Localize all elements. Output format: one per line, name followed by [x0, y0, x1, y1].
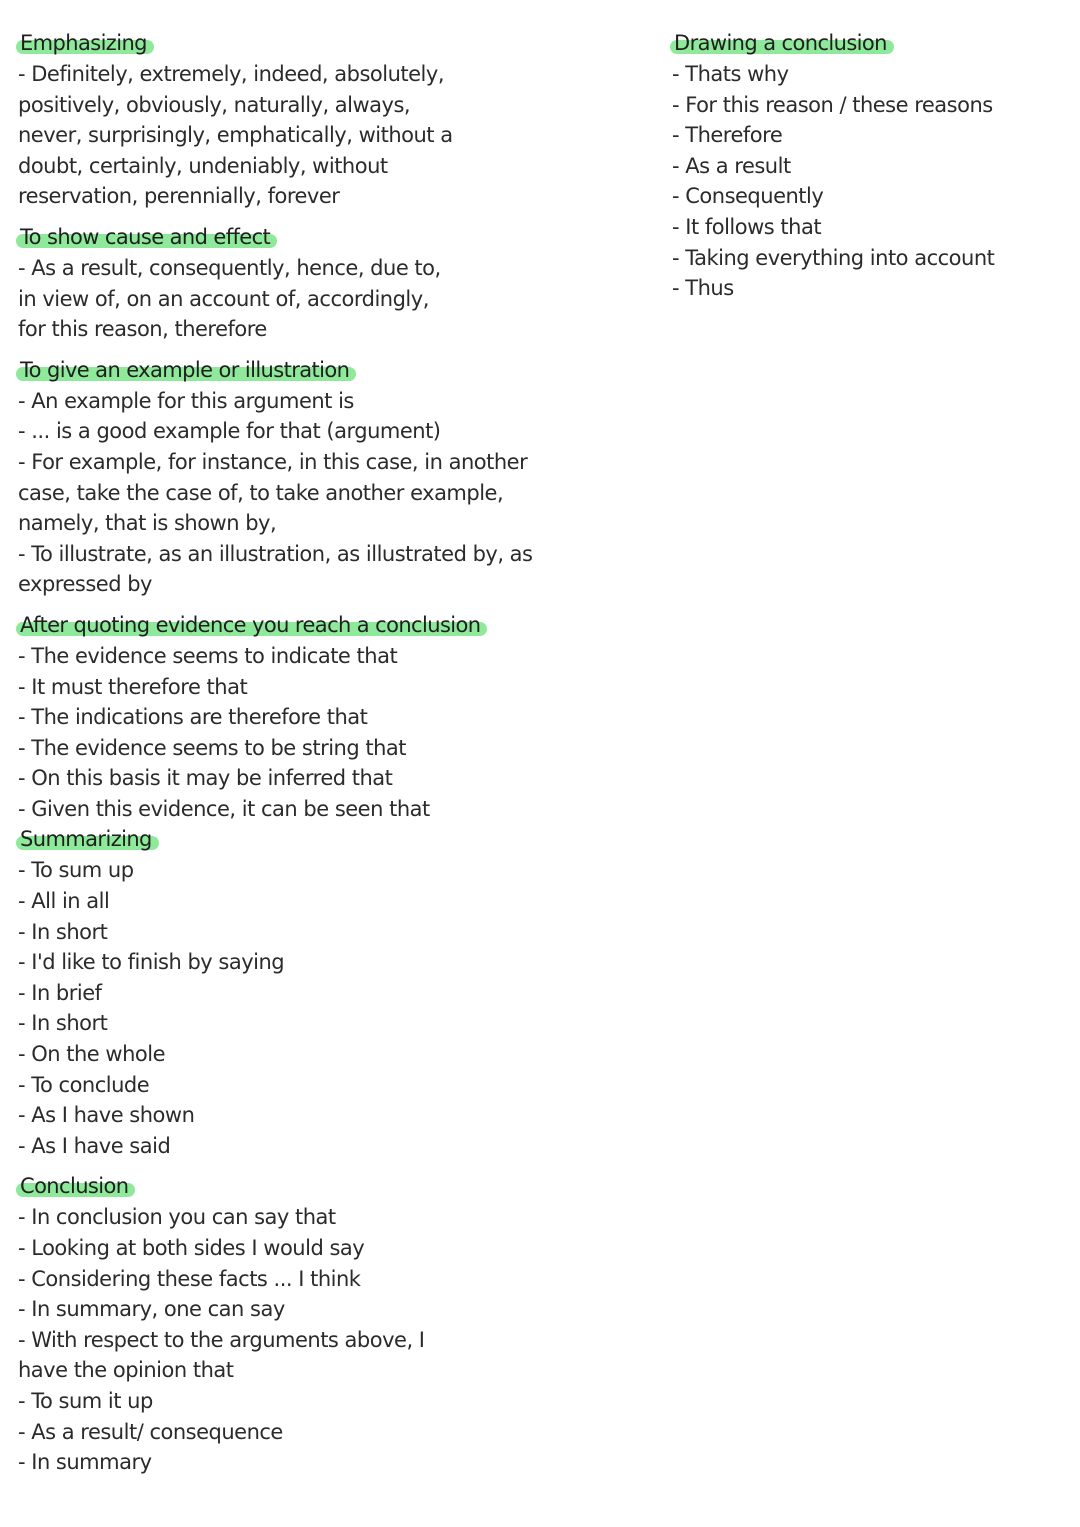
heading-cause-effect: To show cause and effect — [18, 222, 274, 252]
list-item: - Consequently — [672, 184, 824, 209]
heading-summarizing: Summarizing — [18, 824, 156, 854]
list-item: - In brief — [18, 980, 102, 1005]
section-conclusion — [18, 1171, 578, 1477]
list-item: - As I have shown — [18, 1103, 195, 1128]
list-item: - On this basis it may be inferred that — [18, 766, 393, 791]
section-drawing-conclusion — [672, 28, 1052, 304]
heading-conclusion: Conclusion — [18, 1171, 132, 1201]
list-item: - In short — [18, 1011, 108, 1036]
list-item: - The evidence seems to be string that — [18, 735, 407, 760]
list-item: - Given this evidence, it can be seen that — [18, 796, 430, 821]
list-item: - In conclusion you can say that — [18, 1205, 336, 1230]
left-column — [18, 28, 578, 1488]
list-item: - Thats why — [672, 62, 789, 86]
cause-effect-text: - As a result, consequently, hence, due to, in view of, on an account of, accordingly, for this reason, therefore — [18, 255, 441, 342]
list-item: - For this reason / these reasons — [672, 92, 993, 117]
heading-evidence: After quoting evidence you reach a conclusion — [18, 610, 484, 640]
list-item: - It follows that — [672, 214, 822, 239]
list-item: - In summary, one can say — [18, 1297, 285, 1322]
list-item: - It must therefore that — [18, 674, 248, 699]
list-item: - Looking at both sides I would say — [18, 1236, 365, 1260]
section-summarizing — [18, 824, 578, 1161]
list-item: - The evidence seems to indicate that — [18, 643, 398, 668]
list-item: - The indications are therefore that — [18, 705, 368, 730]
list-item: - In short — [18, 919, 108, 944]
emphasizing-text: - Definitely, extremely, indeed, absolutely, positively, obviously, naturally, always, never, surprisingly, emphatically, without a doubt, certainly, undeniably, without reservation, perennially, forever — [18, 62, 453, 209]
list-item: - ... is a good example for that (argument) — [18, 419, 441, 444]
list-item: - Taking everything into account — [672, 245, 995, 270]
list-item: - Thus — [672, 276, 734, 301]
list-item: - On the whole — [18, 1042, 165, 1067]
list-item: - An example for this argument is — [18, 388, 354, 413]
conclusion-paragraph: - With respect to the arguments above, I have the opinion that — [18, 1327, 425, 1383]
list-item: - In summary — [18, 1450, 152, 1475]
list-item: - To sum it up — [18, 1388, 153, 1413]
list-item: - To sum up — [18, 858, 134, 883]
right-column — [672, 28, 1052, 314]
list-item: - Therefore — [672, 123, 783, 148]
list-item: - To conclude — [18, 1072, 150, 1097]
list-item: - As I have said — [18, 1133, 171, 1158]
section-cause-effect — [18, 222, 578, 345]
section-emphasizing — [18, 28, 578, 212]
heading-emphasizing: Emphasizing — [18, 28, 151, 58]
list-item: - As a result/ consequence — [18, 1419, 283, 1444]
list-item: - I'd like to finish by saying — [18, 950, 285, 975]
list-item: - All in all — [18, 889, 110, 914]
heading-drawing-conclusion: Drawing a conclusion — [672, 28, 891, 58]
section-example — [18, 355, 578, 600]
section-evidence — [18, 610, 578, 825]
example-paragraph-2: - To illustrate, as an illustration, as illustrated by, as expressed by — [18, 541, 533, 597]
list-item: - As a result — [672, 153, 791, 178]
heading-example: To give an example or illustration — [18, 355, 353, 385]
list-item: - Considering these facts ... I think — [18, 1266, 361, 1291]
example-paragraph-1: - For example, for instance, in this case, in another case, take the case of, to take another example, namely, that is shown by, — [18, 449, 528, 536]
